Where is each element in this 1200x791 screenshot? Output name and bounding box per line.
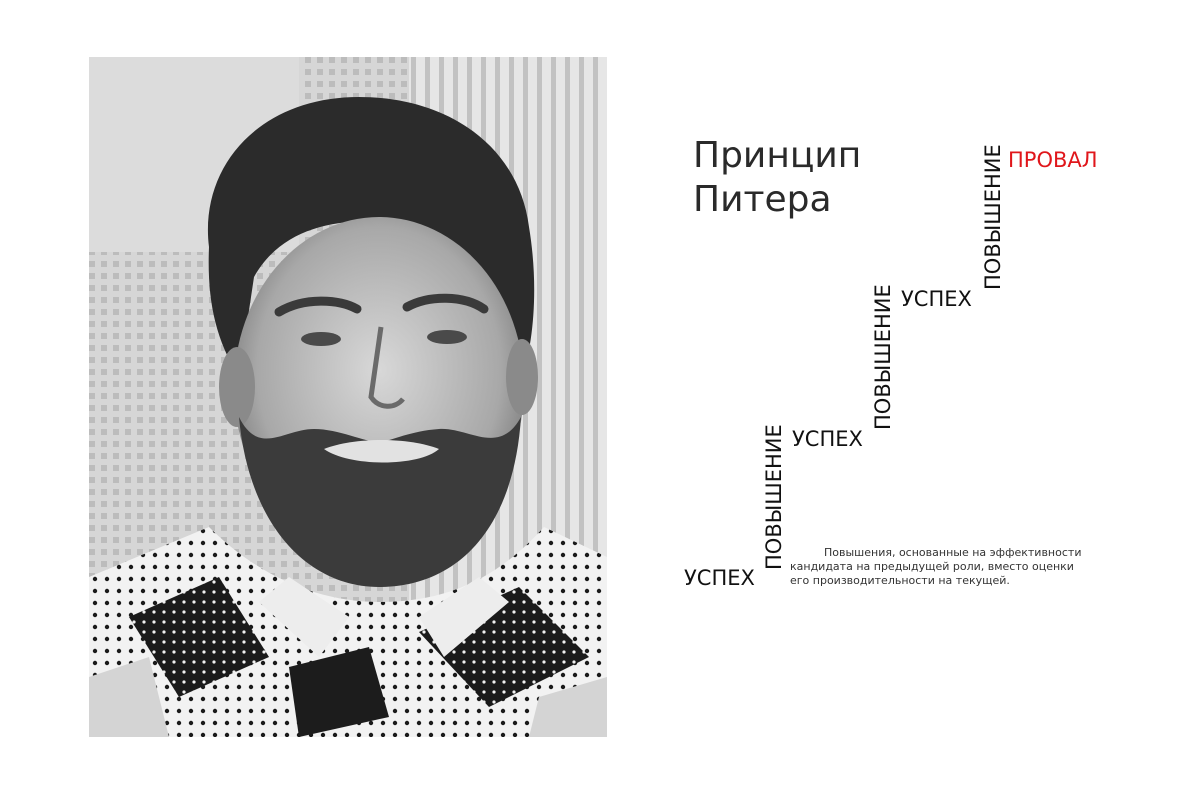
caption-text: Повышения, основанные на эффективности кандидата на предыдущей роли, вместо оценки его производительности на текущей.	[790, 546, 1082, 587]
title-line-2: Питера	[693, 179, 832, 220]
ladder-promotion-1: ПОВЫШЕНИЕ	[762, 424, 786, 570]
page-title	[693, 134, 861, 222]
title-line-1: Принцип	[693, 135, 862, 176]
ladder-success-3: УСПЕХ	[901, 287, 972, 311]
portrait-photo	[89, 57, 607, 737]
portrait-illustration	[89, 57, 607, 737]
ladder-success-1: УСПЕХ	[684, 566, 755, 590]
ladder-failure: ПРОВАЛ	[1008, 148, 1098, 172]
ladder-success-2: УСПЕХ	[792, 427, 863, 451]
ladder-promotion-2: ПОВЫШЕНИЕ	[871, 284, 895, 430]
ladder-promotion-3: ПОВЫШЕНИЕ	[981, 144, 1005, 290]
